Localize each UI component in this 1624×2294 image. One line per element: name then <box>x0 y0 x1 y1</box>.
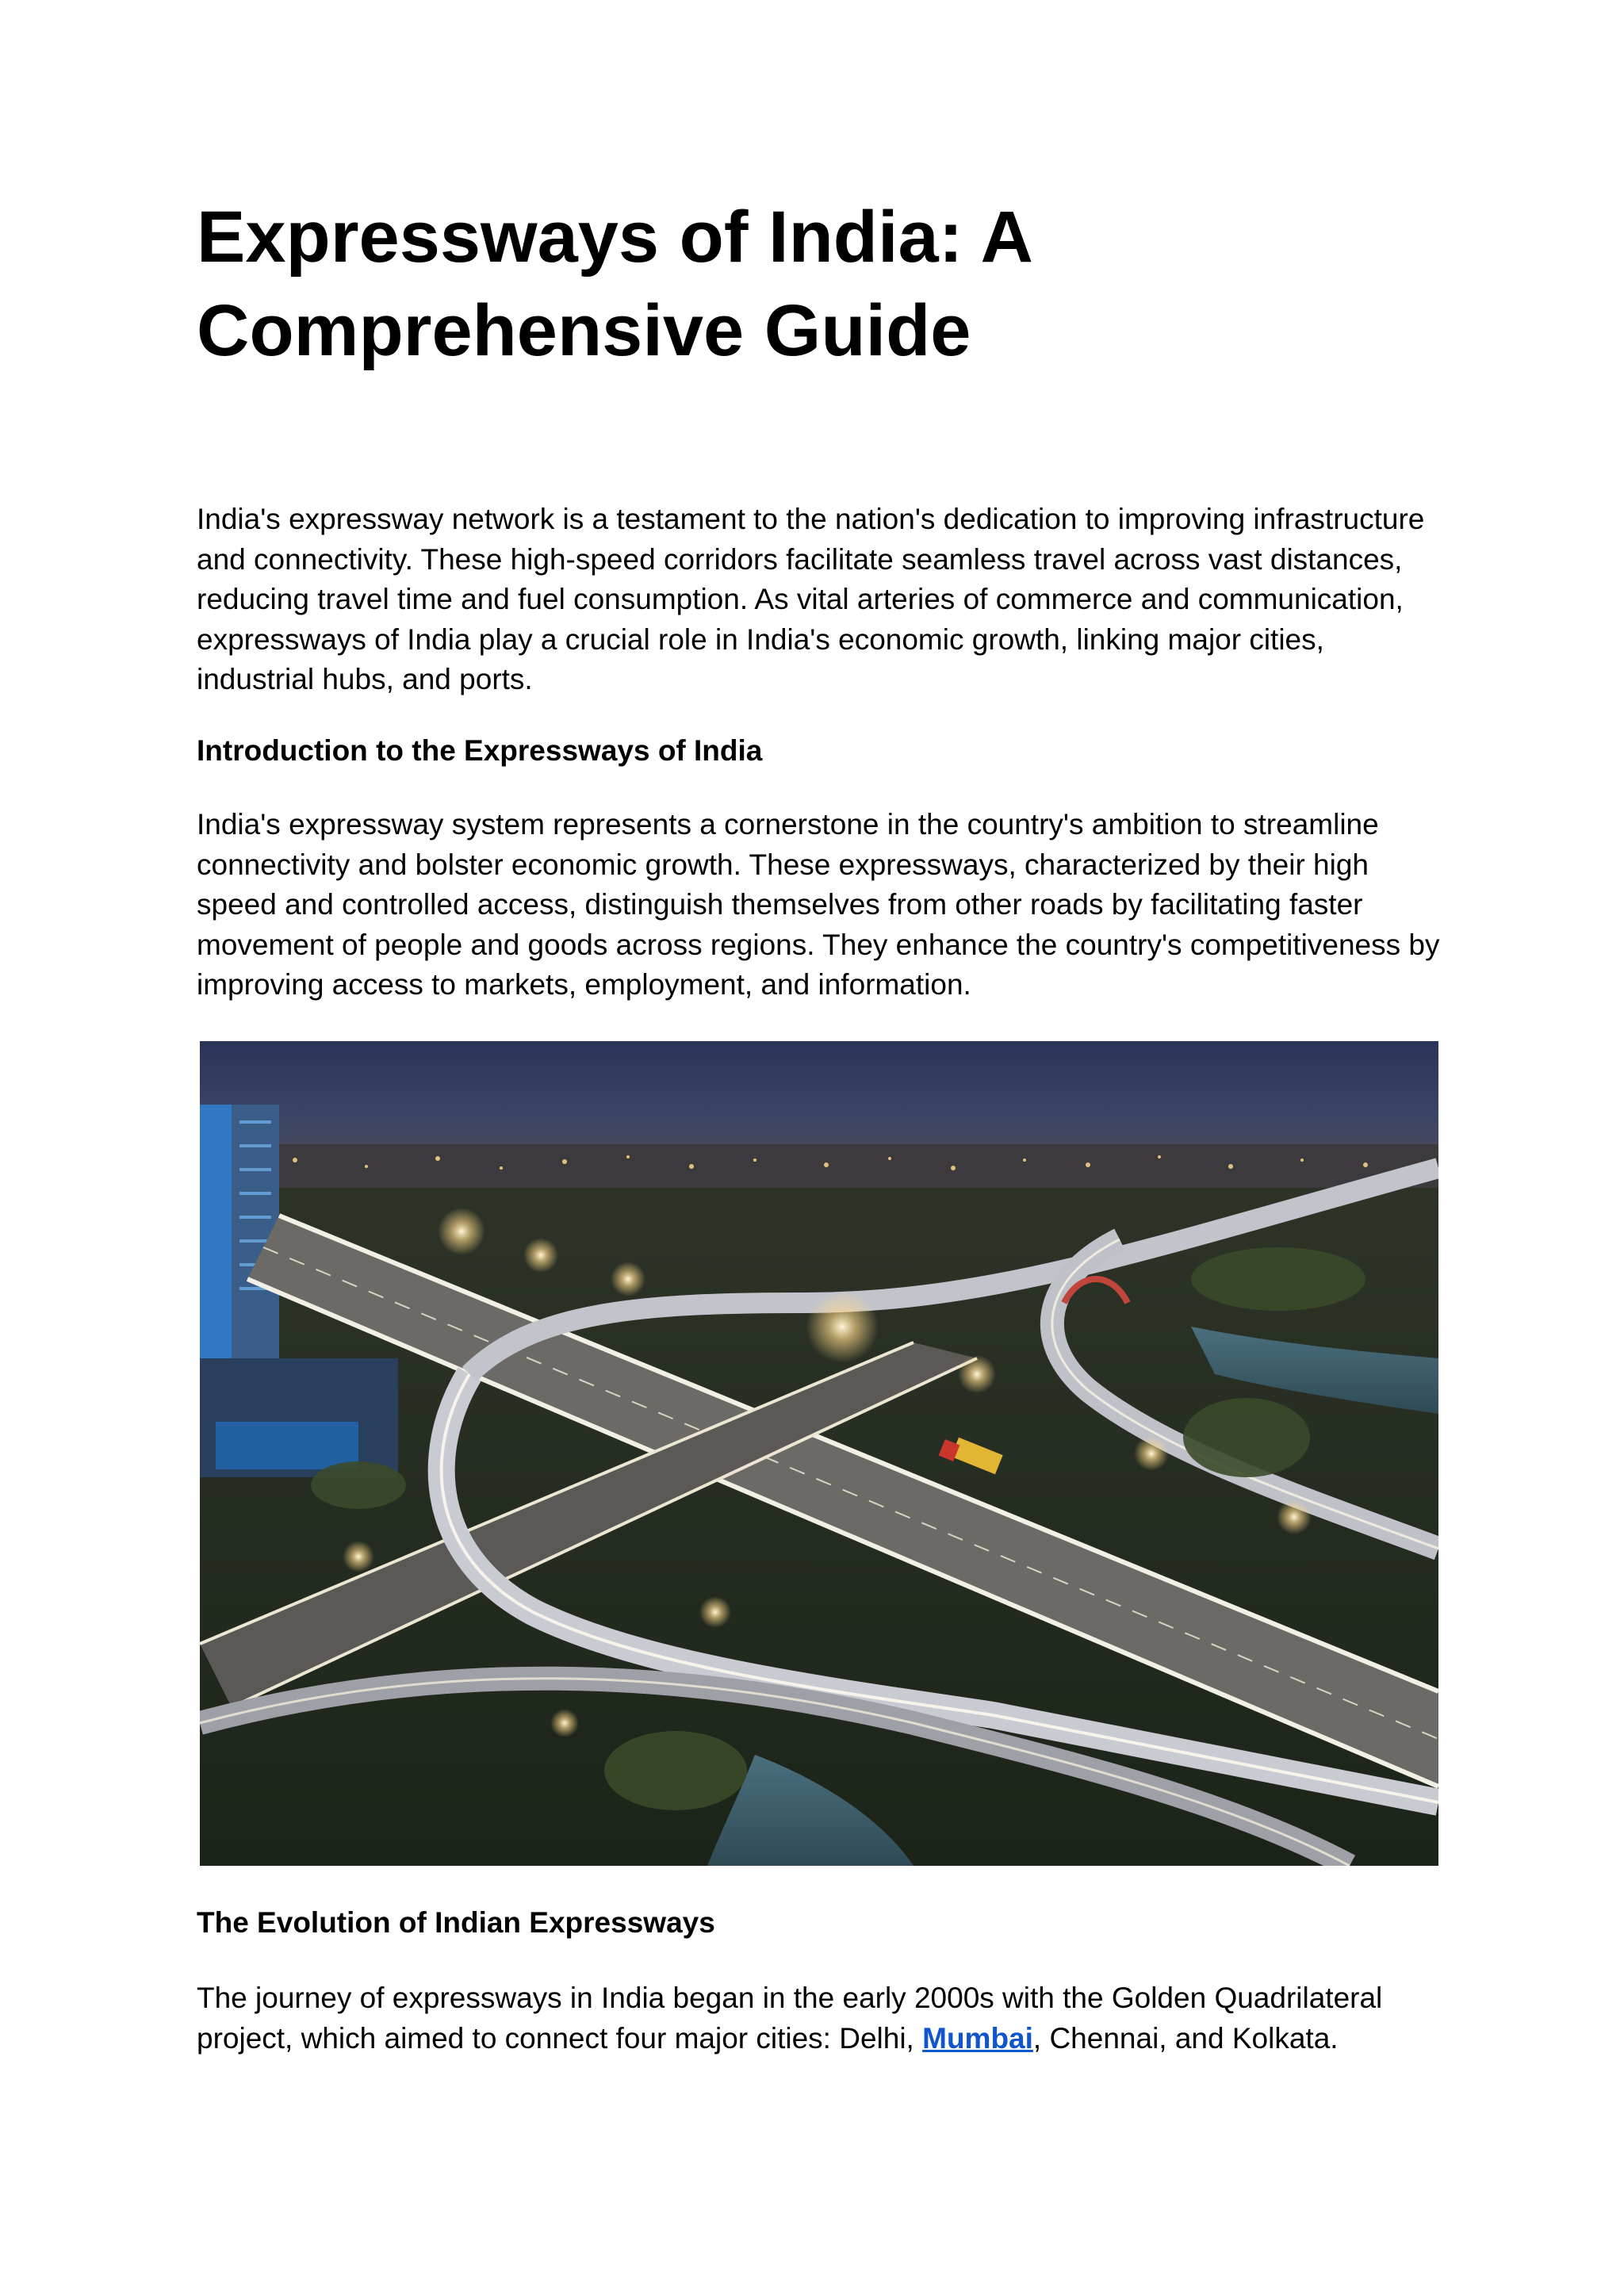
evolution-text-before: The journey of expressways in India began in the early 2000s with the Golden Quadrilateral project, which aimed to connect four major cities: Delhi, <box>197 1982 1383 2055</box>
page-title: Expressways of India: A Comprehensive Guide <box>197 197 1031 371</box>
mumbai-link[interactable]: Mumbai <box>922 2021 1033 2055</box>
evolution-text-after: , Chennai, and Kolkata. <box>1032 2021 1339 2055</box>
section-heading-evolution: The Evolution of Indian Expressways <box>197 1906 715 1939</box>
intro-paragraph: India's expressway network is a testament to the nation's dedication to improving infrastructure and connectivity. These high-speed corridors facilitate seamless travel across vast distances, reducing travel time and fuel consumption. As vital arteries of commerce and communication, expressways of India play a crucial role in India's economic growth, linking major cities, industrial hubs, and ports. <box>197 503 1425 695</box>
expressway-night-photo <box>200 1041 1438 1866</box>
section-body-evolution <box>197 1978 1442 2058</box>
section-heading-introduction: Introduction to the Expressways of India <box>197 734 763 767</box>
document-page <box>197 190 1442 2055</box>
section-body-introduction: India's expressway system represents a cornerstone in the country's ambition to streamline connectivity and bolster economic growth. These expressways, characterized by their high speed and controlled access, distinguish themselves from other roads by facilitating faster movement of people and goods across regions. They enhance the country's competitiveness by improving access to markets, employment, and information. <box>197 808 1440 1001</box>
